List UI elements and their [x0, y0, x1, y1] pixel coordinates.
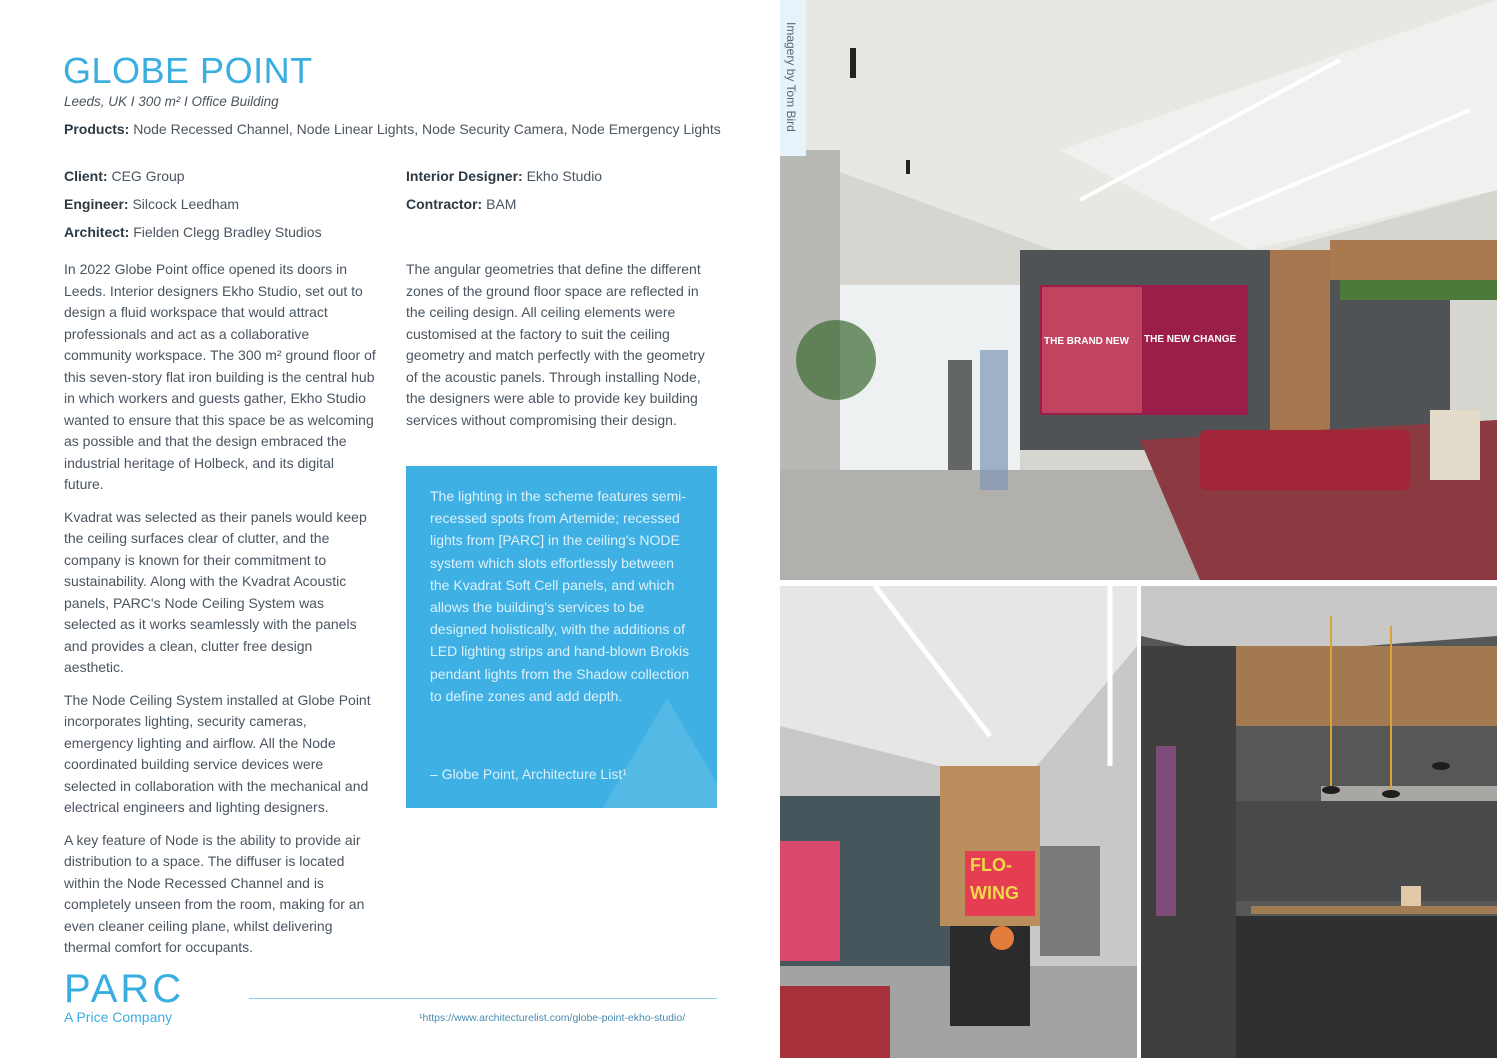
sign-text-top: FLO-	[970, 855, 1012, 875]
lobby-photo	[780, 0, 1497, 580]
contractor-line	[406, 194, 516, 214]
contractor-value: BAM	[482, 196, 517, 212]
project-subtitle: Leeds, UK I 300 m² I Office Building	[64, 94, 279, 109]
client-line	[64, 166, 185, 186]
corridor-photo	[780, 586, 1137, 1058]
screen-text-right: THE NEW CHANGE	[1144, 334, 1237, 345]
body-paragraph: A key feature of Node is the ability to provide air distribution to a space. The diffuser is located within the Node Recessed Channel and is completely unseen from the room, making for an even cleaner ceiling plane, whilst delivering thermal comfort for occupants.	[64, 831, 365, 955]
image-credit-tab	[780, 0, 806, 156]
body-paragraph: The angular geometries that define the different zones of the ground floor space are reflected in the ceiling design. All ceiling elements were customised at the factory to suit the ceiling geometry and match perfectly with the geometry of the acoustic panels. Through installing Node, the designers were able to provide key building services without compromising their design.	[406, 261, 705, 428]
page-title: GLOBE POINT	[63, 50, 313, 91]
corridor-photo-illustration	[780, 586, 1137, 1058]
pull-quote-source: – Globe Point, Architecture List¹	[430, 766, 627, 782]
body-paragraph: In 2022 Globe Point office opened its doors in Leeds. Interior designers Ekho Studio, set out to design a fluid workspace that would attract professionals and act as a collaborative community workspace. The 300 m² ground floor of this seven-story flat iron building is the central hub in which workers and guests gather, Ekho Studio wanted to ensure that this space be as welcoming as possible and that the design embraced the industrial heritage of Holbeck, and its digital future.	[64, 261, 376, 492]
cafe-photo-illustration	[1141, 586, 1497, 1058]
engineer-value: Silcock Leedham	[128, 196, 240, 212]
engineer-line	[64, 194, 239, 214]
pull-quote-box	[406, 466, 717, 808]
cafe-photo	[1141, 586, 1497, 1058]
architect-line	[64, 222, 322, 242]
body-column-left	[64, 259, 376, 970]
image-credit: Imagery by Tom Bird	[784, 22, 798, 132]
sign-text-bottom: WING	[970, 883, 1019, 903]
products-value: Node Recessed Channel, Node Linear Lights, Node Security Camera, Node Emergency Lights	[129, 121, 721, 137]
footer-divider	[249, 998, 717, 999]
architect-label: Architect:	[64, 224, 130, 240]
interior-designer-value: Ekho Studio	[522, 168, 603, 184]
client-value: CEG Group	[107, 168, 185, 184]
products-line	[64, 119, 724, 139]
engineer-label: Engineer:	[64, 196, 129, 212]
architect-value: Fielden Clegg Bradley Studios	[129, 224, 322, 240]
screen-text-left: THE BRAND NEW	[1044, 336, 1129, 347]
logo-wordmark: PARC	[64, 967, 185, 1011]
logo-tagline: A Price Company	[64, 1009, 173, 1025]
contractor-label: Contractor:	[406, 196, 483, 212]
products-label: Products:	[64, 121, 130, 137]
body-column-right	[406, 259, 712, 442]
pull-quote-text: The lighting in the scheme features semi-recessed spots from Artemide; recessed lights from [PARC] in the ceiling's NODE system which slots effortlessly between the Kvadrat Soft Cell panels, and which allows the building's services to be designed holistically, with the additions of LED lighting strips and hand-blown Brokis pendant lights from the Shadow collection to define zones and add depth.	[430, 488, 690, 704]
parc-logo	[64, 969, 184, 1025]
decorative-a-shape	[597, 698, 717, 808]
body-paragraph: Kvadrat was selected as their panels would keep the ceiling surfaces clear of clutter, and the company is known for their commitment to sustainability. Along with the Kvadrat Acoustic panels, PARC's Node Ceiling System was selected as it works seamlessly with the panels and provides a clean, clutter free design aesthetic.	[64, 508, 367, 675]
interior-designer-line	[406, 166, 602, 186]
body-paragraph: The Node Ceiling System installed at Globe Point incorporates lighting, security cameras, emergency lighting and airflow. All the Node coordinated building service devices were selected in collaboration with the mechanical and electrical engineers and lighting designers.	[64, 691, 371, 815]
footnote-url: ¹https://www.architecturelist.com/globe-point-ekho-studio/	[419, 1012, 686, 1024]
lobby-photo-illustration	[780, 0, 1497, 580]
client-label: Client:	[64, 168, 108, 184]
interior-designer-label: Interior Designer:	[406, 168, 523, 184]
